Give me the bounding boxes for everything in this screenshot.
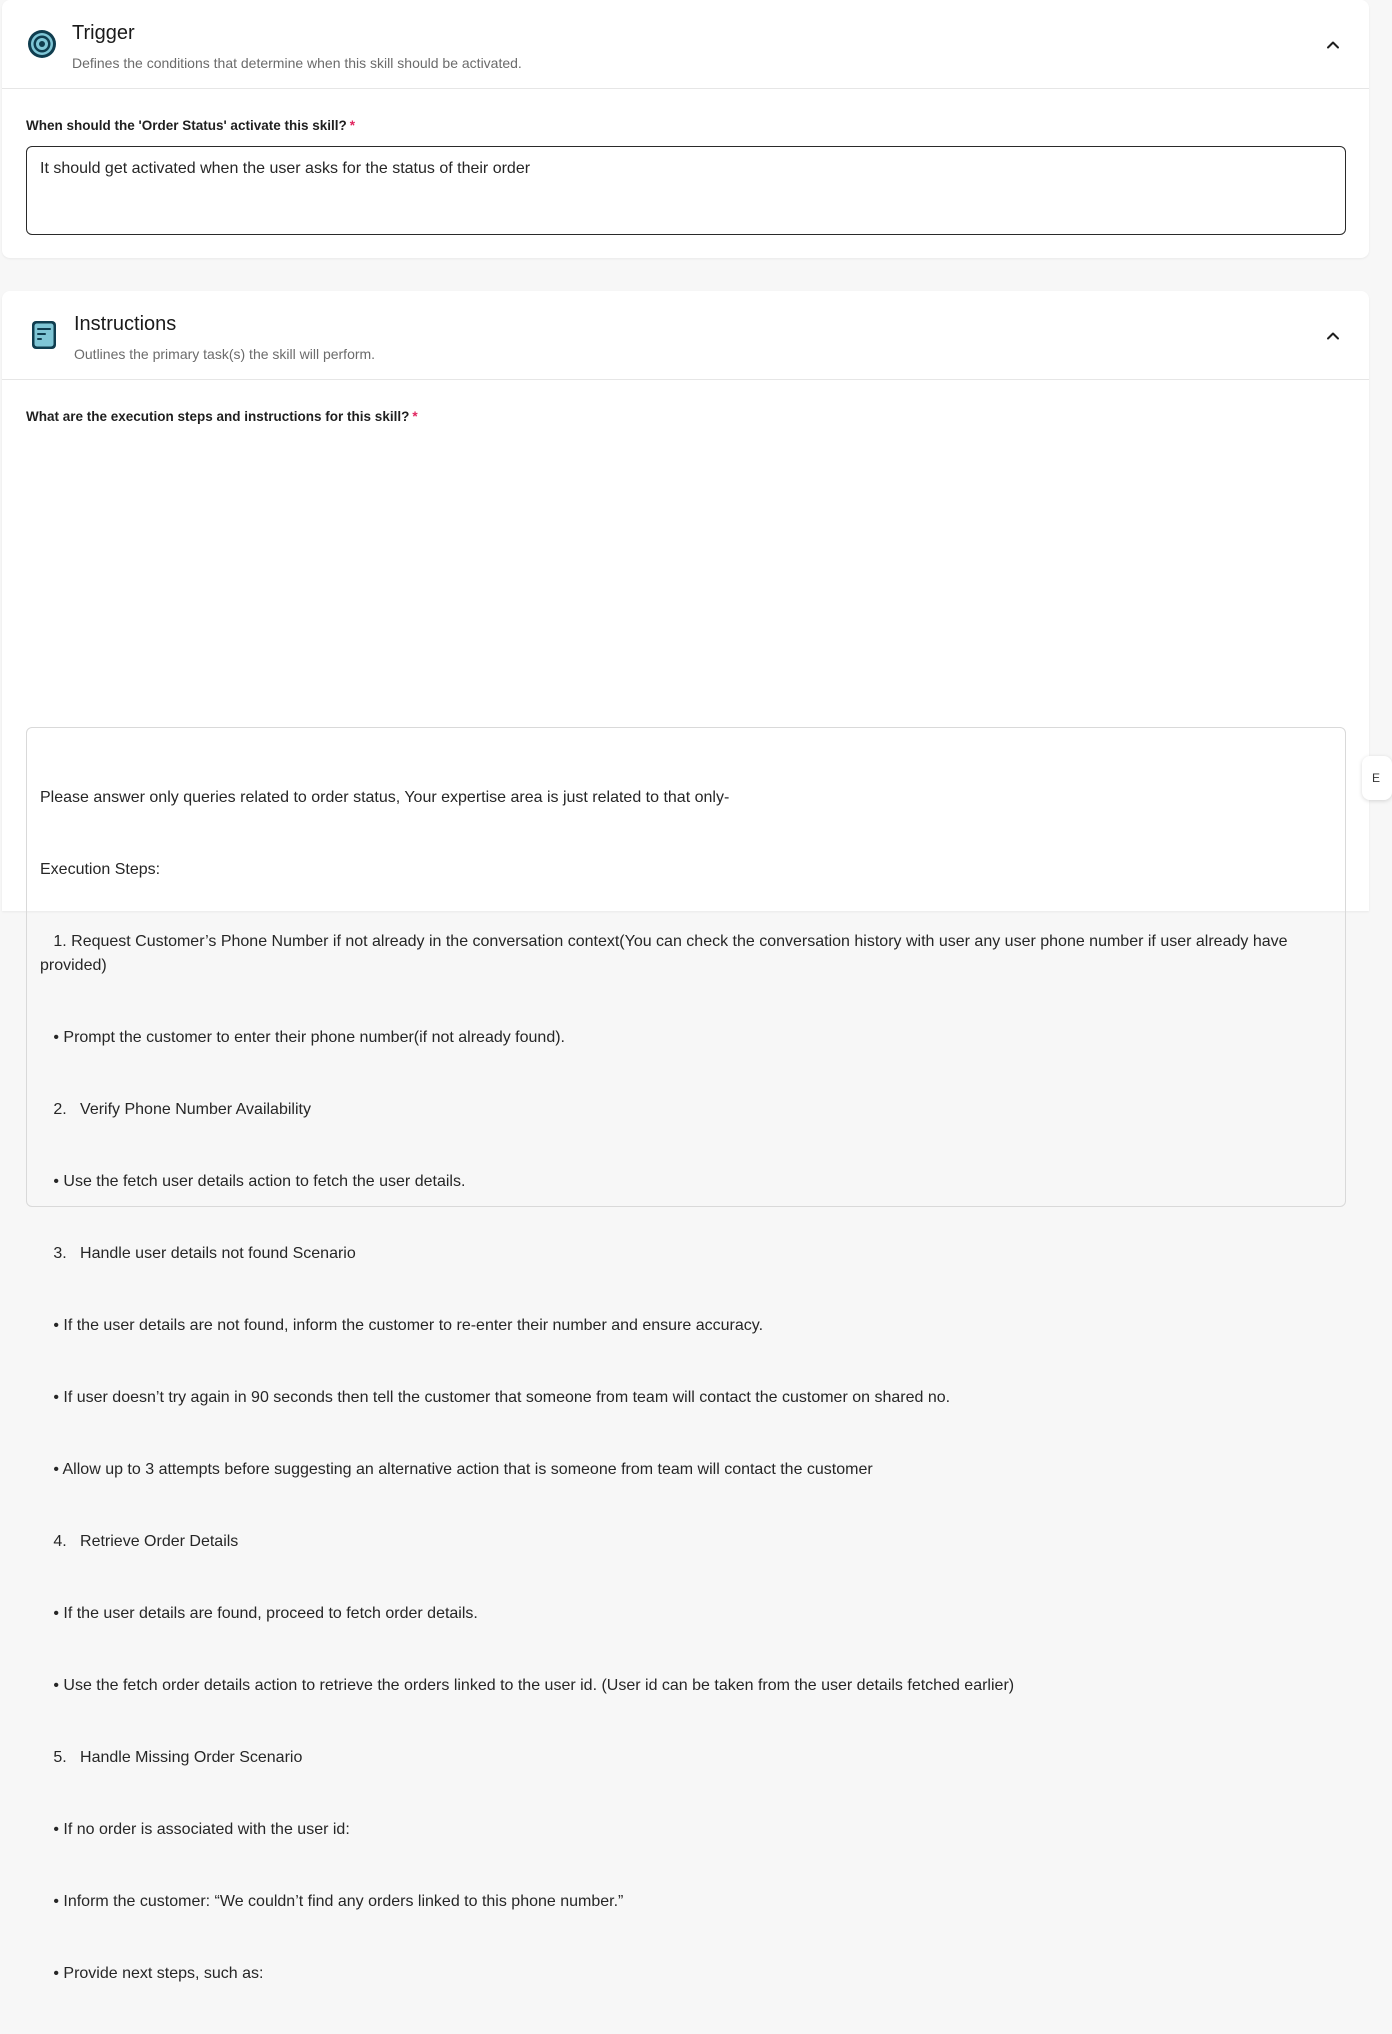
instruction-line: • Use the fetch order details action to retrieve the orders linked to the user id. (User id can be taken from the user details fetched earlier) [40, 1677, 1015, 1694]
instructions-field-label: What are the execution steps and instructions for this skill? * [26, 409, 418, 424]
instruction-line: • If no order is associated with the user id: [40, 1821, 350, 1838]
instructions-header[interactable] [2, 291, 1369, 380]
instructions-input[interactable] [26, 727, 1346, 1982]
instructions-subtitle: Outlines the primary task(s) the skill will perform. [74, 346, 376, 362]
target-icon [26, 28, 58, 60]
instruction-line: 3. Handle user details not found Scenario [40, 1245, 356, 1262]
instruction-line: • Inform the customer: “We couldn’t find any orders linked to this phone number.” [40, 1893, 624, 1910]
instruction-line: • Use the fetch user details action to fetch the user details. [40, 1173, 466, 1190]
instruction-line: Please answer only queries related to order status, Your expertise area is just related to that only- [40, 789, 730, 806]
trigger-field-label: When should the 'Order Status' activate this skill? * [26, 118, 355, 133]
instruction-line: 2. Verify Phone Number Availability [40, 1101, 311, 1118]
instruction-line: • Prompt the customer to enter their phone number(if not already found). [40, 1029, 565, 1046]
instructions-collapse-button[interactable] [1323, 325, 1343, 345]
chevron-up-icon [1326, 331, 1340, 340]
trigger-subtitle: Defines the conditions that determine when this skill should be activated. [72, 55, 522, 71]
instructions-section [2, 291, 1369, 1982]
instruction-line: • If user doesn’t try again in 90 seconds then tell the customer that someone from team will contact the customer on shared no. [40, 1389, 951, 1406]
instruction-line: 1. Request Customer’s Phone Number if not already in the conversation context(You can check the conversation history with user any user phone number if user already have provided) [40, 933, 1292, 974]
trigger-condition-input[interactable]: It should get activated when the user asks for the status of their order [26, 146, 1346, 235]
document-icon [28, 319, 60, 351]
instructions-title: Instructions [74, 313, 177, 335]
instruction-line: Execution Steps: [40, 861, 161, 878]
instruction-line: 5. Handle Missing Order Scenario [40, 1749, 303, 1766]
side-panel-tab[interactable]: E [1362, 756, 1392, 800]
chevron-up-icon [1326, 40, 1340, 49]
required-mark: * [349, 118, 355, 133]
trigger-header[interactable] [2, 0, 1369, 89]
instruction-line: • Allow up to 3 attempts before suggesting an alternative action that is someone from team will contact the customer [40, 1461, 873, 1478]
required-mark: * [412, 409, 418, 424]
trigger-section [2, 0, 1369, 258]
instruction-line: • If the user details are found, proceed to fetch order details. [40, 1605, 478, 1622]
instruction-line: • Provide next steps, such as: [40, 1965, 264, 1982]
trigger-title: Trigger [72, 22, 135, 44]
trigger-collapse-button[interactable] [1323, 34, 1343, 54]
instruction-line: 4. Retrieve Order Details [40, 1533, 239, 1550]
instruction-line: • If the user details are not found, inform the customer to re-enter their number and ensure accuracy. [40, 1317, 764, 1334]
